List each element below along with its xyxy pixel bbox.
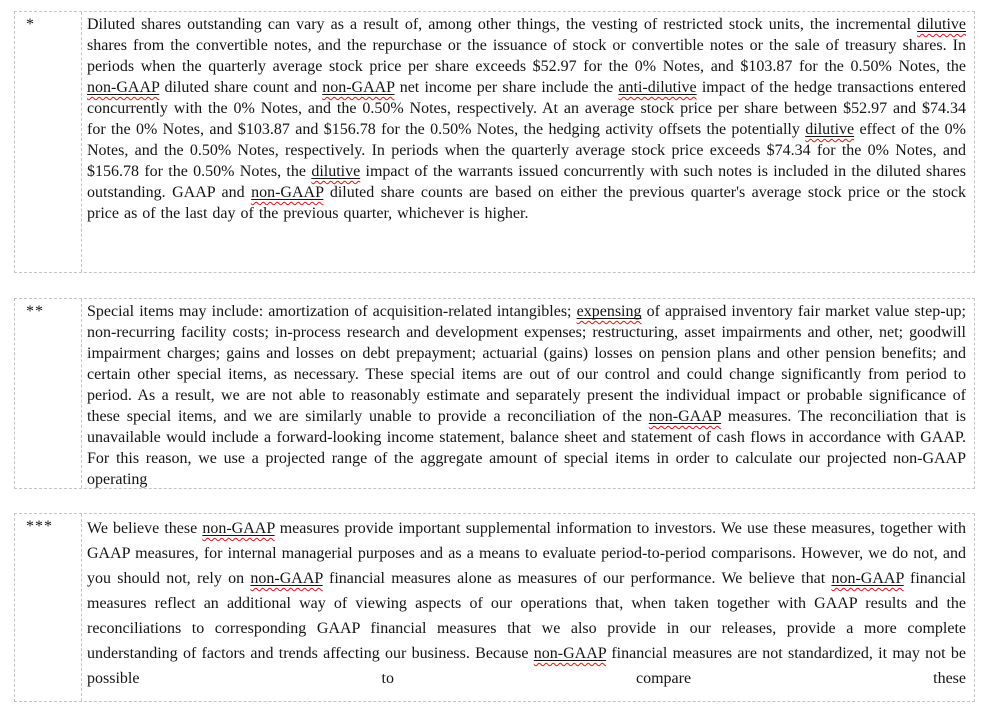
underlined-spellcheck-flagged-term: dilutive	[805, 121, 855, 138]
underlined-spellcheck-flagged-term: non-GAAP	[533, 645, 607, 662]
footnote-text-2: Special items may include: amortization of acquisition-related intangibles; expensing of appraised inventory fair market value step-up; non-recurring facility costs; in-process research and development expenses; restructuring, asset impairments and other, net; goodwill impairment charges; gains and losses on debt prepayment; actuarial (gains) losses on pension plans and other pension benefits; and certain other special items, as necessary. These special items are out of our control and could change significantly from period to period. As a result, we are not able to reasonably estimate and separately present the individual impact or probable significance of these special items, and we are similarly unable to provide a reconciliation of the non-GAAP measures. The reconciliation that is unavailable would include a forward-looking income statement, balance sheet and statement of cash flows in accordance with GAAP. For this reason, we use a projected range of the aggregate amount of special items in order to calculate our projected non-GAAP operating	[87, 303, 967, 488]
underlined-spellcheck-flagged-term: non-GAAP	[250, 570, 323, 587]
footnote-marker-3: ***	[26, 518, 53, 535]
underlined-spellcheck-flagged-term: dilutive	[917, 16, 966, 33]
footnote-text-cell-1	[82, 12, 974, 272]
underlined-spellcheck-flagged-term: dilutive	[311, 163, 361, 180]
underlined-spellcheck-flagged-term: non-GAAP	[251, 184, 324, 201]
footnote-text-cell-2	[82, 299, 974, 488]
footnote-text-3: We believe these non-GAAP measures provide important supplemental information to investors. We use these measures, together with GAAP measures, for internal managerial purposes and as a means to evaluate period-to-period comparisons. However, we do not, and you should not, rely on non-GAAP financial measures alone as measures of our performance. We believe that non-GAAP financial measures reflect an additional way of viewing aspects of our operations that, when taken together with GAAP results and the reconciliations to corresponding GAAP financial measures that we also provide in our releases, provide a more complete understanding of factors and trends affecting our business. Because non-GAAP financial measures are not standardized, it may not be possible to compare these	[87, 520, 967, 687]
footnote-table-3	[14, 513, 975, 702]
footnote-marker-cell-2	[15, 299, 82, 488]
footnote-text-1: Diluted shares outstanding can vary as a result of, among other things, the vesting of restricted stock units, the incremental dilutive shares from the convertible notes, and the repurchase or the issuance of stock or convertible notes or the sale of treasury shares. In periods when the quarterly average stock price per share exceeds $52.97 for the 0% Notes, and $103.87 for the 0.50% Notes, the non-GAAP diluted share count and non-GAAP net income per share include the anti-dilutive impact of the hedge transactions entered concurrently with the 0% Notes, and the 0.50% Notes, respectively. At an average stock price per share between $52.97 and $74.34 for the 0% Notes, and $103.87 and $156.78 for the 0.50% Notes, the hedging activity offsets the potentially dilutive effect of the 0% Notes, and the 0.50% Notes, respectively. In periods when the quarterly average stock price exceeds $74.34 for the 0% Notes, and $156.78 for the 0.50% Notes, the dilutive impact of the warrants issued concurrently with such notes is included in the diluted shares outstanding. GAAP and non-GAAP diluted share counts are based on either the previous quarter's average stock price or the stock price as of the last day of the previous quarter, whichever is higher.	[87, 16, 967, 222]
underlined-spellcheck-flagged-term: non-GAAP	[831, 570, 904, 587]
footnote-table-2	[14, 298, 975, 489]
footnote-text-cell-3	[82, 514, 974, 701]
footnote-table-1	[14, 11, 975, 273]
underlined-spellcheck-flagged-term: non-GAAP	[648, 408, 722, 425]
footnote-marker-cell-3	[15, 514, 82, 701]
footnote-marker-1: *	[26, 16, 35, 33]
footnote-marker-cell-1	[15, 12, 82, 272]
footnote-marker-2: **	[26, 303, 44, 320]
underlined-spellcheck-flagged-term: anti-dilutive	[618, 79, 697, 96]
underlined-spellcheck-flagged-term: expensing	[576, 303, 642, 320]
underlined-spellcheck-flagged-term: non-GAAP	[202, 520, 275, 537]
underlined-spellcheck-flagged-term: non-GAAP	[87, 79, 160, 96]
underlined-spellcheck-flagged-term: non-GAAP	[322, 79, 395, 96]
